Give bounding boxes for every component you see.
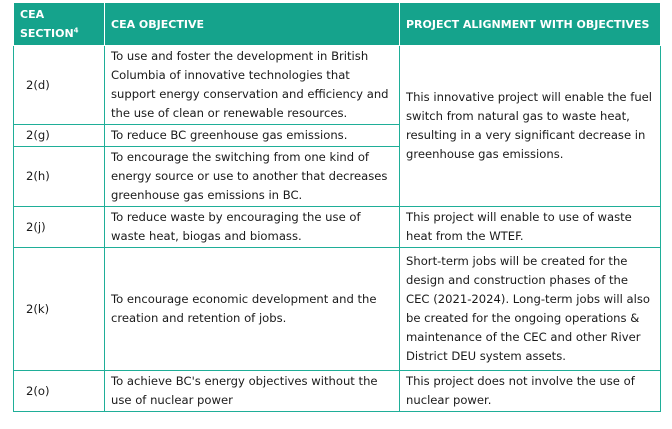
table-row [14,248,661,371]
alignment-cell: Short-term jobs will be created for the design and construction phases of the CEC (2021-2024). Long-term jobs will also be created for the ongoing operations & maintenance of the CEC and other River District DEU system assets. [400,248,661,371]
header-cea-section: CEA SECTION$^4$ [14,3,105,46]
objective-cell: To reduce waste by encouraging the use of waste heat, biogas and biomass. [105,207,400,248]
header-project-alignment: PROJECT ALIGNMENT WITH OBJECTIVES [400,3,661,46]
footnote-marker: 4 [73,26,79,35]
objective-cell: To encourage the switching from one kind of energy source or use to another that decreases greenhouse gas emissions in BC. [105,147,400,207]
section-cell: 2(d) [14,46,105,125]
alignment-cell: This project does not involve the use of nuclear power. [400,371,661,412]
objective-cell: To achieve BC's energy objectives without the use of nuclear power [105,371,400,412]
objective-cell: To use and foster the development in British Columbia of innovative technologies that support energy conservation and efficiency and the use of clean or renewable resources. [105,46,400,125]
section-cell: 2(k) [14,248,105,371]
table-header-row [14,3,661,46]
objective-cell: To encourage economic development and the creation and retention of jobs. [105,248,400,371]
table-row [14,46,661,125]
cea-table-container [13,2,660,412]
header-cea-objective: CEA OBJECTIVE [105,3,400,46]
objective-cell: To reduce BC greenhouse gas emissions. [105,125,400,147]
section-cell: 2(o) [14,371,105,412]
table-row [14,371,661,412]
section-cell: 2(h) [14,147,105,207]
section-cell: 2(g) [14,125,105,147]
alignment-cell-merged: This innovative project will enable the fuel switch from natural gas to waste heat, resulting in a very significant decrease in greenhouse gas emissions. [400,46,661,207]
cea-objectives-table [13,2,661,412]
section-cell: 2(j) [14,207,105,248]
table-row [14,207,661,248]
alignment-cell: This project will enable to use of waste heat from the WTEF. [400,207,661,248]
